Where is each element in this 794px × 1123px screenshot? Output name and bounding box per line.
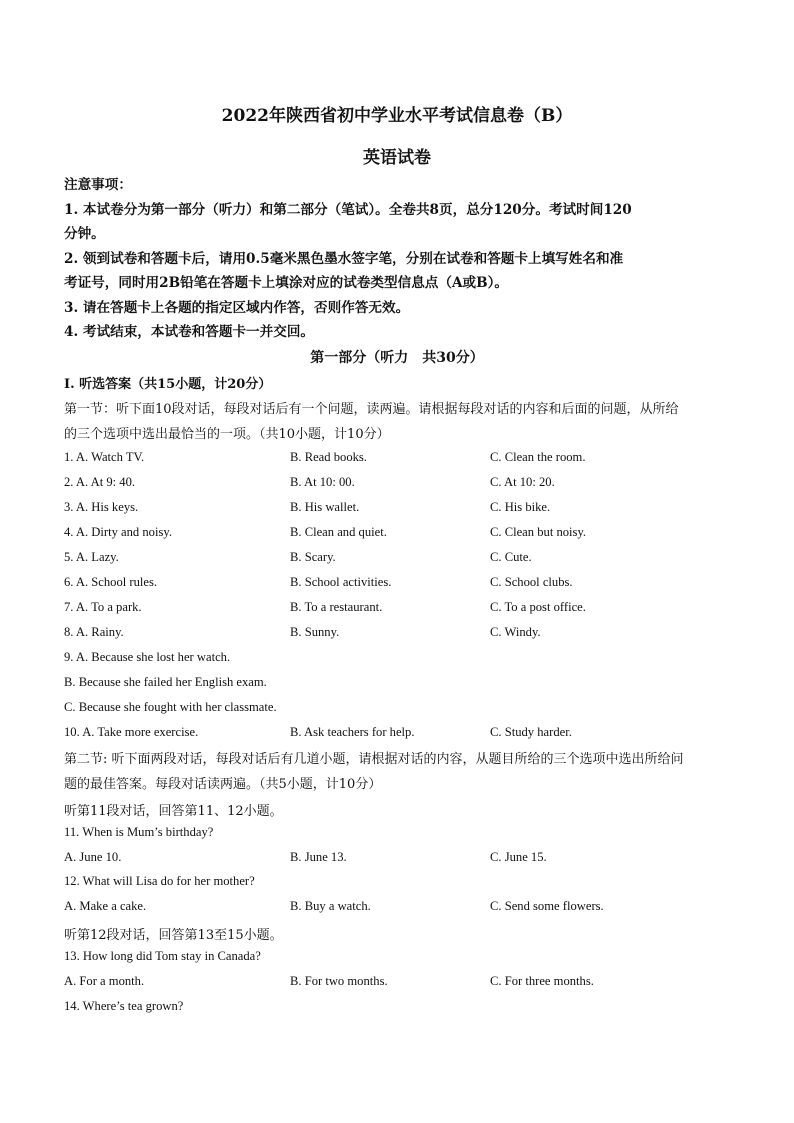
section1-desc-line: 的三个选项中选出最恰当的一项。（共10小题，计10分） [64,426,390,442]
option-a: 6. A. School rules. [64,575,158,589]
question-row [64,625,736,649]
question-row [64,550,736,574]
option-c: C. Send some flowers. [490,899,604,913]
option-b: B. At 10: 00. [290,475,355,489]
question-row [64,450,736,474]
option-c: C. For three months. [490,974,594,988]
option-a: 1. A. Watch TV. [64,450,145,464]
option-a: 4. A. Dirty and noisy. [64,525,172,539]
question-row [64,725,736,749]
question-stem: 14. Where’s tea grown? [64,999,184,1013]
notes-item: 考证号，同时用2B铅笔在答题卡上填涂对应的试卷类型信息点（A或B）。 [64,275,508,291]
question-row [64,899,736,923]
option-c: C. His bike. [490,500,551,514]
section2-description [64,748,736,797]
question-row [64,475,736,499]
notes-block [64,173,736,345]
option-b: B. School activities. [290,575,392,589]
section1-desc-line: 第一节：听下面10段对话，每段对话后有一个问题，读两遍。请根据每段对话的内容和后面的问题，从所给 [64,402,679,417]
option-b: B. Read books. [290,450,367,464]
question-stem: 13. How long did Tom stay in Canada? [64,949,261,963]
option-c: C. At 10: 20. [490,475,555,489]
option-b: B. His wallet. [290,500,360,514]
option-b: B. Clean and quiet. [290,525,387,539]
dialog-instruction: 听第11段对话，回答第11、12小题。 [64,804,283,819]
dialog-instruction: 听第12段对话，回答第13至15小题。 [64,928,283,943]
section2-desc-line: 第二节: 听下面两段对话，每段对话后有几道小题，请根据对话的内容，从题目所给的三个选项中选出所给问 [64,752,684,767]
exam-title: 2022年陕西省初中学业水平考试信息卷（B） [221,106,573,126]
option-b: B. Scary. [290,550,336,564]
option-c: C. Clean the room. [490,450,586,464]
question-row [64,575,736,599]
question-stem: 11. When is Mum’s birthday? [64,825,214,839]
notes-item: 4. 考试结束，本试卷和答题卡一并交回。 [64,324,315,340]
option-c: C. Because she fought with her classmate. [64,700,277,714]
option-a: 8. A. Rainy. [64,625,124,639]
notes-item: 2. 领到试卷和答题卡后，请用0.5毫米黑色墨水签字笔，分别在试卷和答题卡上填写姓名和准 [64,250,624,267]
option-c: C. Study harder. [490,725,572,739]
option-c: C. School clubs. [490,575,573,589]
question-row [64,600,736,624]
question-row [64,500,736,524]
question-row [64,525,736,549]
option-a: A. For a month. [64,974,145,988]
section1-heading: I. 听选答案（共15小题，计20分） [64,377,272,392]
option-b: B. Buy a watch. [290,899,371,913]
option-c: C. Windy. [490,625,541,639]
option-c: C. Cute. [490,550,532,564]
notes-item: 1. 本试卷分为第一部分（听力）和第二部分（笔试）。全卷共8页，总分120分。考试时间120 [64,201,632,218]
notes-heading: 注意事项： [64,177,132,193]
option-b: B. For two months. [290,974,388,988]
option-a: A. Make a cake. [64,899,147,913]
option-b: B. To a restaurant. [290,600,383,614]
option-b: B. Sunny. [290,625,340,639]
question-row [64,850,736,874]
option-a: 5. A. Lazy. [64,550,119,564]
option-c: C. June 15. [490,850,547,864]
option-a: 3. A. His keys. [64,500,139,514]
part1-heading: 第一部分（听力 共30分） [310,350,484,366]
question-stem: 12. What will Lisa do for her mother? [64,874,255,888]
option-a: 7. A. To a park. [64,600,142,614]
section2-desc-line: 题的最佳答案。每段对话读两遍。（共5小题，计10分） [64,776,382,792]
option-a: 2. A. At 9: 40. [64,475,136,489]
option-b: B. Ask teachers for help. [290,725,415,739]
option-c: C. Clean but noisy. [490,525,587,539]
option-a: 10. A. Take more exercise. [64,725,199,739]
exam-subtitle: 英语试卷 [363,148,431,168]
option-a: 9. A. Because she lost her watch. [64,650,231,664]
section1-description [64,398,736,447]
option-a: A. June 10. [64,850,122,864]
option-b: B. June 13. [290,850,347,864]
option-c: C. To a post office. [490,600,586,614]
option-b: B. Because she failed her English exam. [64,675,267,689]
notes-item: 3. 请在答题卡上各题的指定区域内作答，否则作答无效。 [64,299,410,316]
notes-item: 分钟。 [64,226,105,242]
question-row [64,974,736,998]
